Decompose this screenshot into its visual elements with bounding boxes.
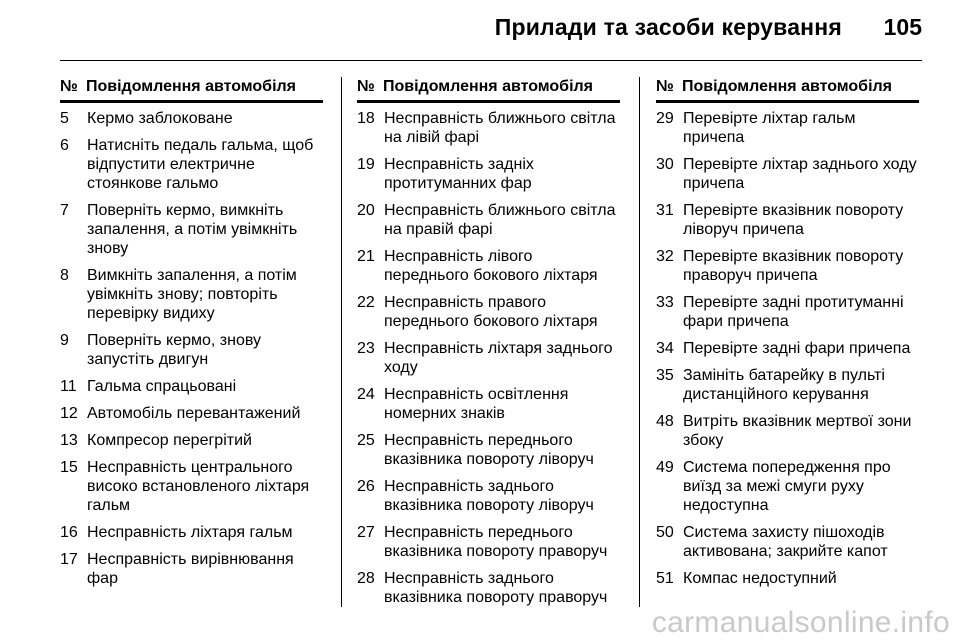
message-number: 20 [357,202,375,219]
message-number: 21 [357,248,375,265]
column-divider [639,77,640,607]
message-text: Система захисту пішоходів активована; закрийте капот [683,524,888,560]
message-number: 8 [60,267,69,284]
message-row [357,339,620,377]
message-text: Перевірте задні фари причепа [683,340,911,357]
message-number: 51 [656,570,674,587]
message-row [357,385,620,423]
message-row [357,247,620,285]
message-number: 48 [656,413,674,430]
message-number: 27 [357,524,375,541]
message-text: Несправність заднього вказівника повороту праворуч [384,570,608,606]
message-text: Перевірте вказівник повороту ліворуч причепа [683,202,904,238]
message-text: Витріть вказівник мертвої зони збоку [683,413,912,449]
message-row [656,155,919,193]
message-row [60,136,323,193]
message-number: 26 [357,478,375,495]
message-number: 35 [656,367,674,384]
message-number: 7 [60,202,69,219]
message-row [656,366,919,404]
message-column [60,77,323,596]
message-text: Автомобіль перевантажений [87,405,301,422]
column-header-label: Повідомлення автомобіля [383,78,594,95]
message-text: Несправність переднього вказівника повороту ліворуч [384,432,594,468]
message-row [60,331,323,369]
message-text: Поверніть кермо, вимкніть запалення, а потім увімкніть знову [87,202,298,257]
message-text: Несправність лівого переднього бокового ліхтаря [384,248,598,284]
message-number: 15 [60,459,78,476]
message-row [357,109,620,147]
message-text: Несправність вирівнювання фар [87,551,294,587]
message-row [60,109,323,128]
message-row [656,458,919,515]
message-text: Натисніть педаль гальма, щоб відпустити електричне стоянкове гальмо [87,137,314,192]
message-number: 6 [60,137,69,154]
message-row [357,569,620,607]
message-row [60,201,323,258]
message-text: Несправність ближнього світла на правій фарі [384,202,616,238]
message-number: 17 [60,551,78,568]
message-number: 34 [656,340,674,357]
message-text: Несправність правого переднього бокового ліхтаря [384,294,598,330]
message-row [60,266,323,323]
message-text: Несправність освітлення номерних знаків [384,386,569,422]
message-column [357,77,620,615]
message-number: 22 [357,294,375,311]
column-header-label: Повідомлення автомобіля [86,78,297,95]
message-number: 33 [656,294,674,311]
message-row [60,431,323,450]
message-number: 23 [357,340,375,357]
message-number: 50 [656,524,674,541]
message-text: Несправність заднього вказівника повороту ліворуч [384,478,594,514]
message-row [60,523,323,542]
message-row [60,377,323,396]
message-row [357,201,620,239]
message-row [656,339,919,358]
message-text: Перевірте ліхтар гальм причепа [683,110,856,146]
message-text: Кермо заблоковане [87,110,233,127]
message-text: Несправність задніх протитуманних фар [384,156,534,192]
message-row [357,293,620,331]
column-header-label: Повідомлення автомобіля [682,78,893,95]
message-number: 9 [60,332,69,349]
message-text: Несправність ближнього світла на лівій фарі [384,110,616,146]
column-header-number: № [656,78,674,95]
message-number: 30 [656,156,674,173]
watermark: carmanualsonline.info [651,606,950,639]
message-number: 12 [60,405,78,422]
message-row [656,293,919,331]
message-row [60,458,323,515]
message-text: Компресор перегрітий [87,432,252,449]
column-header-number: № [357,78,375,95]
message-number: 18 [357,110,375,127]
message-row [60,550,323,588]
message-number: 16 [60,524,78,541]
message-row [357,523,620,561]
message-number: 5 [60,110,69,127]
page-number: 105 [883,14,922,40]
message-number: 19 [357,156,375,173]
message-row [656,569,919,588]
message-text: Перевірте задні протитуманні фари причепа [683,294,904,330]
message-number: 31 [656,202,674,219]
message-row [656,247,919,285]
message-row [357,477,620,515]
message-row [357,431,620,469]
page-header [0,0,960,62]
message-text: Несправність ліхтаря гальм [87,524,293,541]
message-text: Система попередження про виїзд за межі смуги руху недоступна [683,459,891,514]
message-row [656,109,919,147]
message-number: 29 [656,110,674,127]
message-text: Гальма спрацьовані [87,378,237,395]
message-text: Несправність центрального високо встановленого ліхтаря гальм [87,459,310,514]
column-divider [341,77,342,607]
message-text: Поверніть кермо, знову запустіть двигун [87,332,261,368]
message-number: 49 [656,459,674,476]
message-number: 13 [60,432,78,449]
column-header [656,77,919,103]
message-number: 24 [357,386,375,403]
message-text: Перевірте вказівник повороту праворуч причепа [683,248,904,284]
column-header-number: № [60,78,78,95]
message-text: Замініть батарейку в пульті дистанційного керування [683,367,885,403]
page-title: Прилади та засоби керування [494,14,842,40]
message-text: Перевірте ліхтар заднього ходу причепа [683,156,917,192]
message-number: 28 [357,570,375,587]
message-number: 32 [656,248,674,265]
message-number: 11 [60,378,77,395]
header-rule [60,60,922,61]
message-text: Несправність переднього вказівника повороту праворуч [384,524,608,560]
message-number: 25 [357,432,375,449]
column-header [60,77,323,103]
message-text: Вимкніть запалення, а потім увімкніть знову; повторіть перевірку видиху [87,267,297,322]
message-row [60,404,323,423]
message-row [357,155,620,193]
message-text: Компас недоступний [683,570,837,587]
message-row [656,412,919,450]
message-row [656,523,919,561]
message-text: Несправність ліхтаря заднього ходу [384,340,613,376]
message-column [656,77,919,596]
message-table [60,77,922,617]
message-row [656,201,919,239]
column-header [357,77,620,103]
